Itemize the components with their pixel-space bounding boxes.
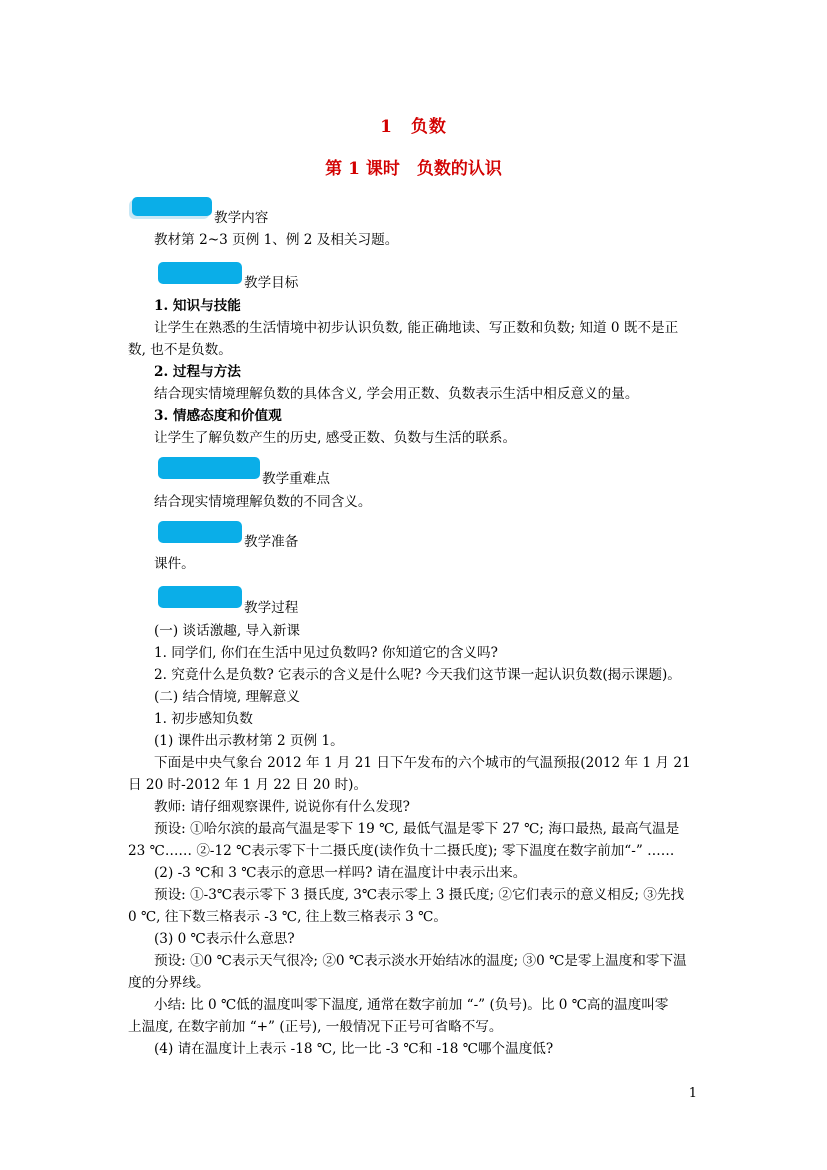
process-line: 预设: ①哈尔滨的最高气温是零下 19 ℃, 最低气温是零下 27 ℃; 海口最热, 最高气温是 (154, 821, 680, 837)
goal-title: 1. 知识与技能 (154, 298, 241, 314)
process-line: 小结: 比 0 ℃低的温度叫零下温度, 通常在数字前加 “-” (负号)。比 0 ℃高的温度叫零 (154, 997, 669, 1013)
section-heading-prep: 教学准备 (244, 534, 299, 550)
process-line: 预设: ①-3℃表示零下 3 摄氏度, 3℃表示零上 3 摄氏度; ②它们表示的意义相反; ③先找 (154, 887, 685, 903)
process-line: 0 ℃, 往下数三格表示 -3 ℃, 往上数三格表示 3 ℃。 (128, 909, 447, 925)
process-line: (3) 0 ℃表示什么意思? (154, 931, 295, 947)
process-line: 度的分界线。 (128, 975, 210, 991)
goal-text: 结合现实情境理解负数的具体含义, 学会用正数、负数表示生活中相反意义的量。 (154, 386, 639, 402)
section-heading-content: 教学内容 (214, 210, 269, 226)
section-tag (158, 586, 242, 608)
process-line: (4) 请在温度计上表示 -18 ℃, 比一比 -3 ℃和 -18 ℃哪个温度低? (154, 1041, 554, 1057)
goal-text: 让学生了解负数产生的历史, 感受正数、负数与生活的联系。 (154, 430, 517, 446)
section-heading-key: 教学重难点 (262, 471, 330, 487)
process-line: 教师: 请仔细观察课件, 说说你有什么发现? (154, 799, 410, 815)
section-tag (158, 457, 260, 479)
process-line: 上温度, 在数字前加 “+” (正号), 一般情况下正号可省略不写。 (128, 1019, 503, 1035)
key-text: 结合现实情境理解负数的不同含义。 (154, 494, 372, 510)
process-line: 1. 初步感知负数 (154, 711, 253, 727)
section-tag (158, 262, 242, 284)
goal-text: 让学生在熟悉的生活情境中初步认识负数, 能正确地读、写正数和负数; 知道 0 既不是正 (154, 320, 679, 336)
process-line: (一) 谈话激趣, 导入新课 (154, 623, 300, 639)
section-tag (132, 197, 212, 216)
section-heading-goals: 教学目标 (244, 275, 299, 291)
process-line: 日 20 时-2012 年 1 月 22 日 20 时)。 (128, 777, 368, 793)
process-line: (二) 结合情境, 理解意义 (154, 689, 300, 705)
content-text: 教材第 2~3 页例 1、例 2 及相关习题。 (154, 232, 399, 248)
process-line: 1. 同学们, 你们在生活中见过负数吗? 你知道它的含义吗? (154, 645, 498, 661)
process-line: (2) -3 ℃和 3 ℃表示的意思一样吗? 请在温度计中表示出来。 (154, 865, 527, 881)
lesson-subtitle: 第 1 课时 负数的认识 (325, 159, 502, 179)
section-tag (158, 521, 242, 543)
goal-text: 数, 也不是负数。 (128, 342, 232, 358)
process-line: 下面是中央气象台 2012 年 1 月 21 日下午发布的六个城市的气温预报(2012 年 1 月 21 (154, 755, 691, 771)
process-line: (1) 课件出示教材第 2 页例 1。 (154, 733, 344, 749)
prep-text: 课件。 (154, 556, 195, 572)
lesson-title: 1 负数 (380, 117, 447, 137)
goal-title: 2. 过程与方法 (154, 364, 241, 380)
process-line: 2. 究竟什么是负数? 它表示的含义是什么呢? 今天我们这节课一起认识负数(揭示课题)。 (154, 667, 681, 683)
section-heading-process: 教学过程 (244, 600, 299, 616)
process-line: 23 ℃…… ②-12 ℃表示零下十二摄氏度(读作负十二摄氏度); 零下温度在数字前加“-” …… (128, 843, 675, 859)
goal-title: 3. 情感态度和价值观 (154, 408, 282, 424)
page-number: 1 (688, 1086, 697, 1101)
process-line: 预设: ①0 ℃表示天气很冷; ②0 ℃表示淡水开始结冰的温度; ③0 ℃是零上温度和零下温 (154, 953, 687, 969)
